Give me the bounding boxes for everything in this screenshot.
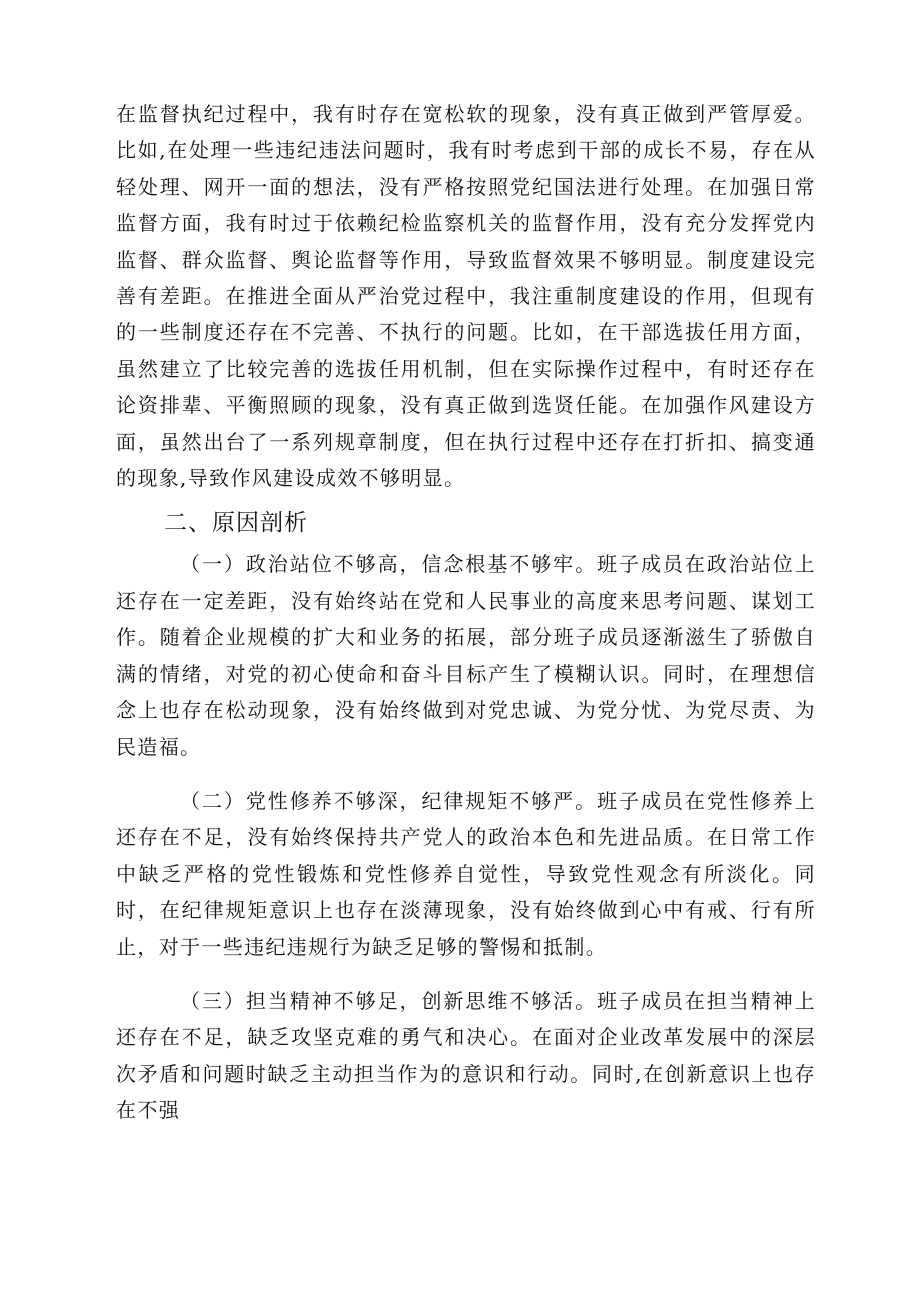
- section-heading: 二、原因剖析: [164, 510, 308, 537]
- body-paragraph: 在监督执纪过程中，我有时存在宽松软的现象，没有真正做到严管厚爱。比如,在处理一些违纪违法问题时，我有时考虑到干部的成长不易，存在从轻处理、网开一面的想法，没有严格按照党纪国法进行处理。在加强日常监督方面，我有时过于依赖纪检监察机关的监督作用，没有充分发挥党内监督、群众监督、舆论监督等作用，导致监督效果不够明显。制度建设完善有差距。在推进全面从严治党过程中，我注重制度建设的作用，但现有的一些制度还存在不完善、不执行的问题。比如，在干部选拔任用方面，虽然建立了比较完善的选拔任用机制，但在实际操作过程中，有时还存在论资排辈、平衡照顾的现象，没有真正做到选贤任能。在加强作风建设方面，虽然出台了一系列规章制度，但在执行过程中还存在打折扣、搞变通的现象,导致作风建设成效不够明显。: [116, 102, 816, 491]
- document-body: [116, 96, 816, 1129]
- cause-paragraph-2: （二）党性修养不够深，纪律规矩不够严。班子成员在党性修养上还存在不足，没有始终保持共产党人的政治本色和先进品质。在日常工作中缺乏严格的党性锻炼和党性修养自觉性，导致党性观念有所淡化。同时，在纪律规矩意识上也存在淡薄现象，没有始终做到心中有戒、行有所止，对于一些违纪违规行为缺乏足够的警惕和抵制。: [116, 788, 816, 959]
- cause-paragraph-3: （三）担当精神不够足，创新思维不够活。班子成员在担当精神上还存在不足，缺乏攻坚克难的勇气和决心。在面对企业改革发展中的深层次矛盾和问题时缺乏主动担当作为的意识和行动。同时,在创新意识上也存在不强: [116, 988, 816, 1123]
- cause-paragraph-1: （一）政治站位不够高，信念根基不够牢。班子成员在政治站位上还存在一定差距，没有始终站在党和人民事业的高度来思考问题、谋划工作。随着企业规模的扩大和业务的拓展，部分班子成员逐渐滋生了骄傲自满的情绪，对党的初心使命和奋斗目标产生了模糊认识。同时，在理想信念上也存在松动现象，没有始终做到对党忠诚、为党分忧、为党尽责、为民造福。: [116, 552, 816, 759]
